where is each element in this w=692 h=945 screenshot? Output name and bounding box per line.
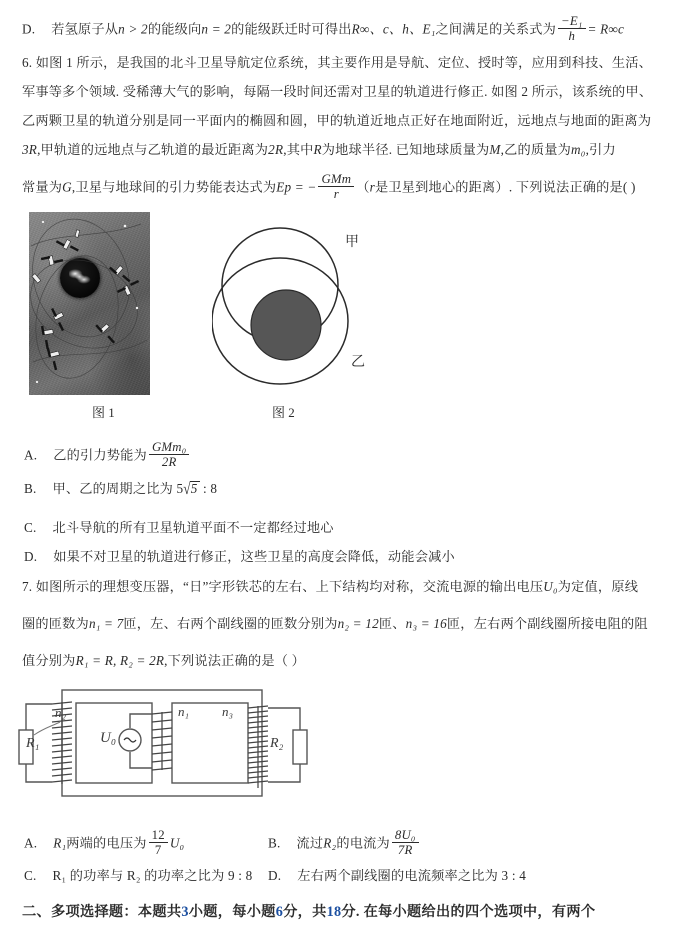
q6-stem-line-4 xyxy=(22,143,616,156)
q5-option-d-text-after: 的能级跃迁时可得出 xyxy=(231,21,352,37)
figure-2-caption: 图 2 xyxy=(272,405,295,420)
q6-stem-text-5e: （ xyxy=(356,179,370,195)
q7-option-c xyxy=(24,869,252,882)
q7-stem-line-1 xyxy=(22,580,638,593)
q6-stem-symbol-m: M xyxy=(489,142,501,157)
q7-option-a-tail: U₀ xyxy=(169,835,185,851)
q7-option-a-label: A. xyxy=(24,835,38,851)
q7-option-b-fraction xyxy=(392,828,419,858)
q6-stem-gmm-over-r xyxy=(318,172,354,202)
q7-stem-text-2e: 匝、 xyxy=(378,616,406,631)
figure-1-orbit-overlay xyxy=(29,212,150,395)
q6-option-d xyxy=(24,550,455,563)
q6-stem-line-5 xyxy=(22,172,636,202)
q7-option-b-label: B. xyxy=(268,835,281,851)
q6-stem-line-2 xyxy=(22,85,652,98)
figure-2-label-jia: 甲 xyxy=(345,235,359,250)
q6-stem-text-5a: 常量为 xyxy=(22,179,63,195)
figure-2-orbit-diagram xyxy=(212,215,387,395)
figure-2-label-yi: 乙 xyxy=(351,355,365,370)
q7-option-d-text: 左右两个副线圈的电流频率之比为 3 : 4 xyxy=(297,868,526,883)
q5-option-d-frac-den: h xyxy=(568,29,576,44)
q6-stem-text-5g: 是卫星到地心的距离）. 下列说法正确的是( ) xyxy=(374,179,636,195)
q5-option-d-formula-rhs: = R∞c xyxy=(587,21,625,37)
q7-option-c-label: C. xyxy=(24,868,37,883)
q7-option-a-fraction xyxy=(149,828,168,858)
figure-2-earth xyxy=(251,290,321,360)
q5-option-d-symbols: R∞、c、h、E₁ xyxy=(351,21,436,37)
q7-option-d-label: D. xyxy=(268,868,282,883)
q5-option-d-fraction xyxy=(558,14,586,44)
q6-option-d-text: 如果不对卫星的轨道进行修正，这些卫星的高度会降低，动能会减小 xyxy=(53,549,455,564)
circuit-label-n3: n₃ xyxy=(222,704,234,719)
q6-stem-text-4j: ,引力 xyxy=(585,142,616,157)
q7-option-b-frac-den: 7R xyxy=(397,843,413,858)
circuit-label-r2: R₂ xyxy=(270,736,284,751)
q7-option-a-r1: R₁ xyxy=(53,835,67,851)
q7-stem-text-1c: 为定值，原线 xyxy=(557,579,639,594)
q6-option-b-tail: : 8 xyxy=(199,481,218,496)
q6-stem-frac-num: GMm xyxy=(318,172,354,187)
q5-option-d-frac-num: −E₁ xyxy=(558,14,586,29)
q6-stem-3r: 3R xyxy=(22,142,38,157)
circuit-label-u0: U₀ xyxy=(100,730,117,746)
q6-stem-2r: 2R xyxy=(268,142,284,157)
q7-option-b-text-a: 流过 xyxy=(296,835,324,851)
q7-option-a-frac-num: 12 xyxy=(149,828,168,843)
q7-stem-line-2 xyxy=(22,617,648,630)
coil-n3 xyxy=(248,706,268,788)
q5-option-d-n-gt: n > 2 xyxy=(118,21,148,37)
q7-option-a xyxy=(24,828,184,858)
q6-stem-symbol-r2: r xyxy=(369,179,375,195)
q7-option-d xyxy=(268,869,526,882)
section-heading-prefix: 二、多项选择题：本题共 xyxy=(22,904,182,920)
q7-stem-n2: n₂ = 12 xyxy=(337,616,379,631)
section-heading-points: 6 xyxy=(275,904,284,920)
q6-stem-text-4b: ,甲轨道的远地点与乙轨道的最近距离为 xyxy=(37,142,269,157)
q6-option-c-text: 北斗导航的所有卫星轨道平面不一定都经过地心 xyxy=(52,520,334,535)
q7-stem-resistances: R₁ = R, R₂ = 2R xyxy=(75,653,165,668)
q6-option-a-frac-num: GMm₀ xyxy=(149,440,189,455)
section-heading-total: 18 xyxy=(326,904,342,920)
q7-option-c-text: R₁ 的功率与 R₂ 的功率之比为 9 : 8 xyxy=(52,868,253,883)
section-heading-mid2: 分，共 xyxy=(283,904,327,920)
q6-option-b-text: 甲、乙的周期之比为 5 xyxy=(52,481,184,496)
circuit-label-n1: n₁ xyxy=(178,704,190,719)
q7-stem-text-3c: ,下列说法正确的是（ ） xyxy=(164,653,306,668)
section-heading-mid1: 小题，每小题 xyxy=(188,904,276,920)
resistor-r2 xyxy=(293,730,307,764)
q6-option-b-radicand: 5 xyxy=(190,481,198,496)
q7-option-b-text-c: 的电流为 xyxy=(336,835,390,851)
q5-option-d-n-eq: n = 2 xyxy=(201,21,232,37)
q6-option-b xyxy=(24,479,218,498)
q6-stem-line-1 xyxy=(22,56,652,69)
section-heading-suffix: 分. 在每小题给出的四个选项中，有两个 xyxy=(341,904,596,920)
q6-option-b-label: B. xyxy=(24,481,37,496)
q7-stem-u0: U₀ xyxy=(543,579,558,594)
q6-option-a-label: A. xyxy=(24,447,38,463)
q7-stem-line-3 xyxy=(22,654,305,667)
q7-option-a-frac-den: 7 xyxy=(154,843,162,858)
q7-stem-text-2a: 圈的匝数为 xyxy=(22,616,89,631)
q6-stem-text-2: 军事等多个领域. 受稀薄大气的影响，每隔一段时间还需对卫星的轨道进行修正. 如图 2 所示，该系统的甲、 xyxy=(22,84,653,99)
q6-option-a xyxy=(24,440,191,470)
section-heading-count: 3 xyxy=(181,904,189,920)
q6-stem-ep-lhs: Ep = − xyxy=(276,179,317,195)
circuit-label-n2: n₂ xyxy=(55,705,67,720)
q7-option-b xyxy=(268,828,421,858)
q6-option-a-fraction xyxy=(149,440,189,470)
q6-option-a-frac-den: 2R xyxy=(161,455,177,470)
q5-option-d xyxy=(22,14,624,44)
q7-stem-n1: n₁ = 7 xyxy=(88,616,124,631)
q7-option-b-frac-num: 8U₀ xyxy=(392,828,419,843)
q6-option-a-text: 乙的引力势能为 xyxy=(53,447,147,463)
section-heading-multiple-choice xyxy=(22,901,595,921)
q6-stem-text-4f: 为地球半径. 已知地球质量为 xyxy=(321,142,490,157)
q6-stem-symbol-g: G xyxy=(62,179,72,195)
q5-option-d-label: D. xyxy=(22,21,36,37)
q6-stem-text-4d: ,其中 xyxy=(283,142,314,157)
q6-number: 6. xyxy=(22,55,33,70)
q6-stem-frac-den: r xyxy=(333,187,339,202)
q7-stem-text-1a: 如图所示的理想变压器，“日”字形铁芯的左右、上下结构均对称，交流电源的输出电压 xyxy=(35,579,544,594)
q7-number: 7. xyxy=(22,579,33,594)
q6-option-c xyxy=(24,521,334,534)
circuit-label-r1: R₁ xyxy=(26,736,40,751)
q7-option-b-r2: R₂ xyxy=(323,835,337,851)
q6-stem-text-4h: ,乙的质量为 xyxy=(500,142,572,157)
q7-option-a-text: 两端的电压为 xyxy=(66,835,147,851)
q6-stem-symbol-r: R xyxy=(313,142,322,157)
q6-stem-text-5c: ,卫星与地球间的引力势能表达式为 xyxy=(71,179,277,195)
q6-stem-text-3: 乙两颗卫星的轨道分别是同一平面内的椭圆和圆，甲的轨道近地点正好在地面附近，远地点与地面的距离为 xyxy=(22,113,652,128)
q6-option-b-radical-sign: √ xyxy=(183,479,191,498)
q7-stem-n3: n₃ = 16 xyxy=(405,616,447,631)
q7-stem-text-2c: 匝，左、右两个副线圈的匝数分别为 xyxy=(123,616,338,631)
q6-option-c-label: C. xyxy=(24,520,37,535)
q7-stem-text-3a: 值分别为 xyxy=(22,653,76,668)
coil-n1 xyxy=(152,712,172,770)
q6-stem-symbol-m0: m₀ xyxy=(571,142,586,157)
q7-stem-text-2g: 匝，左右两个副线圈所接电阻的阻 xyxy=(446,616,648,631)
q6-option-d-label: D. xyxy=(24,549,38,564)
q5-option-d-text-mid: 的能级向 xyxy=(147,21,202,37)
q6-stem-line-3 xyxy=(22,114,651,127)
transformer-circuit-diagram xyxy=(8,678,320,808)
q6-stem-text-1: 如图 1 所示，是我国的北斗卫星导航定位系统，其主要作用是导航、定位、授时等，应用到科技、生活、 xyxy=(35,55,653,70)
q5-option-d-text-before: 若氢原子从 xyxy=(51,21,119,37)
figure-1-caption: 图 1 xyxy=(92,405,115,420)
q5-option-d-text-rel: 之间满足的关系式为 xyxy=(435,21,557,37)
figure-1-satellite-photo xyxy=(29,212,150,395)
